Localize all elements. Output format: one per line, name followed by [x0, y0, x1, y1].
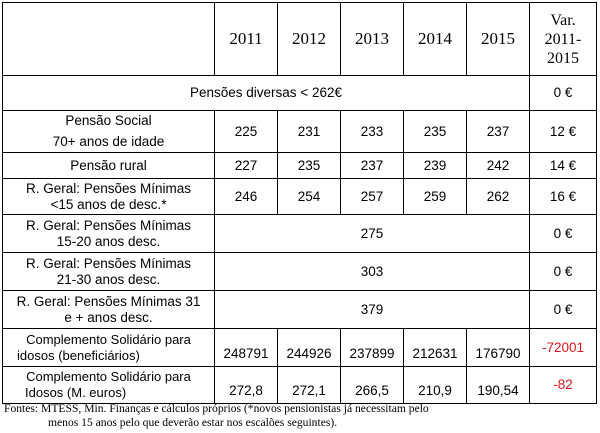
csi-beneficiarios-2011: 248791 — [215, 329, 278, 367]
pensao-social-label — [3, 111, 215, 153]
pensao-rural-2011: 227 — [215, 153, 278, 179]
pensao-rural-variation: 14 € — [530, 153, 597, 179]
csi-meuros-variation: -82 — [530, 367, 597, 404]
csi-beneficiarios-2015: 176790 — [467, 329, 530, 367]
sources-note-line2: menos 15 anos pelo que deverão estar nos escalões seguintes). — [48, 416, 338, 429]
pensao-rural-2015: 242 — [467, 153, 530, 179]
csi-meuros-2014: 210,9 — [404, 367, 467, 404]
csi-meuros-2013: 266,5 — [341, 367, 404, 404]
table-row-minimas-31 — [3, 291, 597, 329]
year-2014-header: 2014 — [404, 3, 467, 76]
table-row-pensao-rural — [3, 153, 597, 179]
year-2012-header: 2012 — [278, 3, 341, 76]
pensao-social-2011: 225 — [215, 111, 278, 153]
minimas-15-20-value: 275 — [215, 215, 530, 253]
minimas-menos-15-label-line1: R. Geral: Pensões Mínimas — [25, 180, 192, 196]
pensao-rural-2014: 239 — [404, 153, 467, 179]
table-row-csi-meuros — [3, 367, 597, 404]
table-row-pensoes-diversas — [3, 76, 597, 111]
pensao-social-2012: 231 — [278, 111, 341, 153]
minimas-21-30-label-line1: R. Geral: Pensões Mínimas — [25, 255, 192, 271]
csi-beneficiarios-variation: -72001 — [530, 329, 597, 367]
variation-header — [530, 3, 597, 76]
sources-note — [4, 402, 598, 430]
table-row-csi-beneficiarios — [3, 329, 597, 367]
minimas-15-20-variation: 0 € — [530, 215, 597, 253]
pensao-social-label-line2: 70+ anos de idade — [52, 134, 165, 149]
pensao-rural-2012: 235 — [278, 153, 341, 179]
table-row-minimas-15-20 — [3, 215, 597, 253]
table-row-minimas-menos-15 — [3, 179, 597, 215]
csi-beneficiarios-label-line1: Complemento Solidário para — [26, 331, 191, 347]
minimas-menos-15-2012: 254 — [278, 179, 341, 215]
minimas-21-30-label-line2: 21-30 anos desc. — [56, 271, 161, 287]
variation-header-line3: 2015 — [547, 49, 579, 67]
csi-beneficiarios-2012: 244926 — [278, 329, 341, 367]
csi-beneficiarios-2014: 212631 — [404, 329, 467, 367]
minimas-menos-15-2015: 262 — [467, 179, 530, 215]
year-2011-header: 2011 — [215, 3, 278, 76]
table-row-pensao-social — [3, 111, 597, 153]
csi-beneficiarios-label-line2: idosos (beneficiários) — [17, 347, 140, 363]
minimas-21-30-variation: 0 € — [530, 253, 597, 291]
pensao-social-label-line1: Pensão Social — [65, 113, 152, 128]
table-row-minimas-21-30 — [3, 253, 597, 291]
minimas-menos-15-label — [3, 179, 215, 215]
csi-meuros-label — [3, 367, 215, 404]
csi-beneficiarios-2013: 237899 — [341, 329, 404, 367]
minimas-31-label — [3, 291, 215, 329]
csi-meuros-2011: 272,8 — [215, 367, 278, 404]
minimas-21-30-label — [3, 253, 215, 291]
minimas-menos-15-variation: 16 € — [530, 179, 597, 215]
csi-meuros-2012: 272,1 — [278, 367, 341, 404]
minimas-31-label-line1: R. Geral: Pensões Mínimas 31 — [16, 293, 201, 309]
pensao-social-2014: 235 — [404, 111, 467, 153]
minimas-31-variation: 0 € — [530, 291, 597, 329]
minimas-15-20-label-line1: R. Geral: Pensões Mínimas — [25, 217, 192, 233]
pensoes-diversas-label: Pensões diversas < 262€ — [3, 76, 530, 111]
csi-meuros-label-line2: Idosos (M. euros) — [25, 385, 127, 400]
minimas-21-30-value: 303 — [215, 253, 530, 291]
pensao-social-2013: 233 — [341, 111, 404, 153]
year-2013-header: 2013 — [341, 3, 404, 76]
pensoes-diversas-variation: 0 € — [530, 76, 597, 111]
pensao-rural-label: Pensão rural — [3, 153, 215, 179]
csi-meuros-label-line1: Complemento Solidário para — [26, 369, 191, 384]
variation-header-line1: Var. — [550, 11, 576, 29]
minimas-menos-15-label-line2: <15 anos de desc.* — [50, 196, 167, 212]
pension-table — [2, 2, 597, 404]
minimas-menos-15-2014: 259 — [404, 179, 467, 215]
minimas-31-value: 379 — [215, 291, 530, 329]
pensao-social-variation: 12 € — [530, 111, 597, 153]
minimas-menos-15-2013: 257 — [341, 179, 404, 215]
minimas-15-20-label-line2: 15-20 anos desc. — [56, 233, 161, 249]
header-row — [3, 3, 597, 76]
variation-header-line2: 2011- — [544, 30, 582, 48]
csi-beneficiarios-label — [3, 329, 215, 367]
sources-note-line1: Fontes: MTESS, Min. Finanças e cálculos próprios (*novos pensionistas já necessitam pelo — [4, 402, 429, 415]
header-corner-cell — [3, 3, 215, 76]
minimas-15-20-label — [3, 215, 215, 253]
minimas-31-label-line2: e + anos desc. — [64, 309, 153, 325]
year-2015-header: 2015 — [467, 3, 530, 76]
pensao-rural-2013: 237 — [341, 153, 404, 179]
pensao-social-2015: 237 — [467, 111, 530, 153]
minimas-menos-15-2011: 246 — [215, 179, 278, 215]
csi-meuros-2015: 190,54 — [467, 367, 530, 404]
